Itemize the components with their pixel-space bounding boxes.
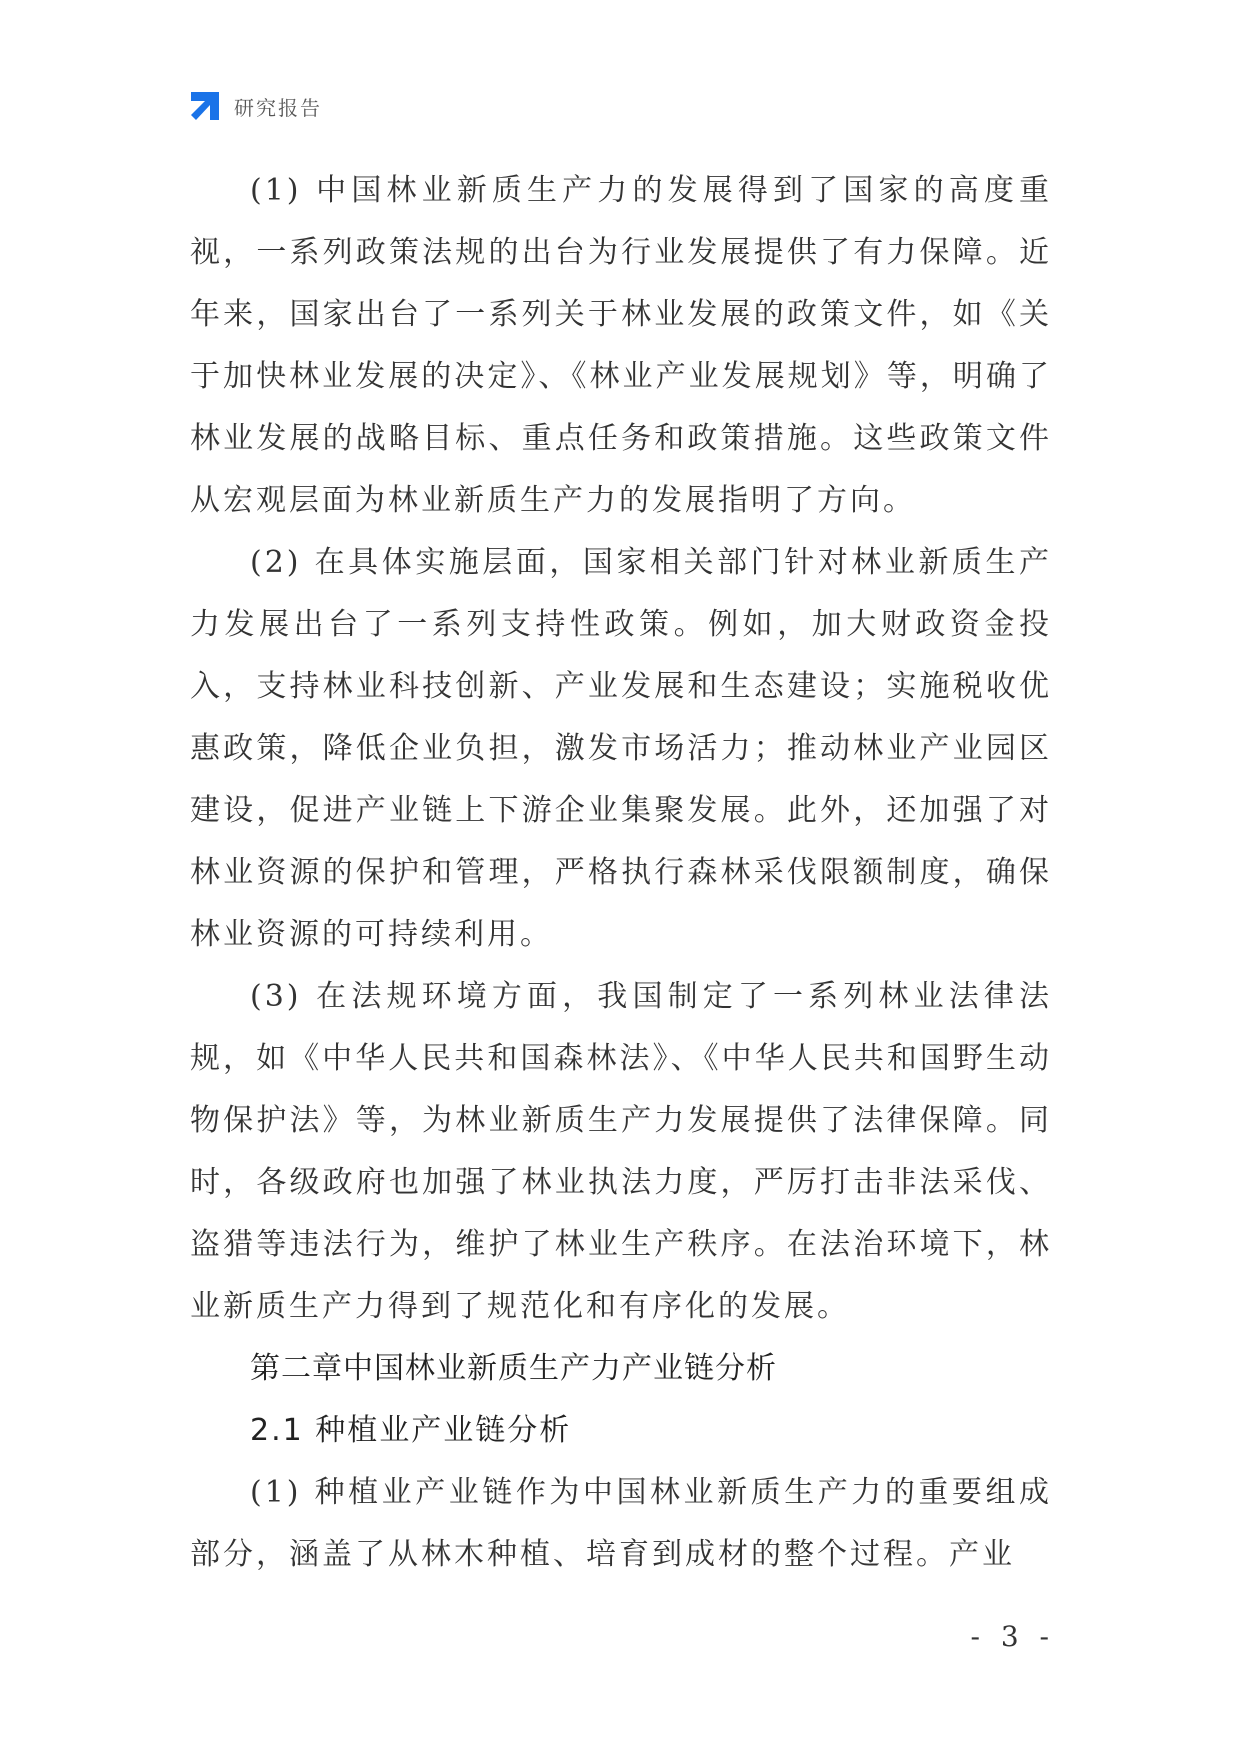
report-header [188, 88, 322, 124]
chapter-heading: 第二章中国林业新质生产力产业链分析 [250, 1351, 777, 1386]
section-paragraph: (1) 种植业产业链作为中国林业新质生产力的重要组成部分，涵盖了从林木种植、培育到成材的整个过程。产业 [190, 1475, 1052, 1572]
paragraph-1: (1) 中国林业新质生产力的发展得到了国家的高度重视，一系列政策法规的出台为行业发展提供了有力保障。近年来，国家出台了一系列关于林业发展的政策文件，如《关于加快林业发展的决定》、《林业产业发展规划》等，明确了林业发展的战略目标、重点任务和政策措施。这些政策文件从宏观层面为林业新质生产力的发展指明了方向。 [190, 173, 1052, 518]
document-body [190, 160, 1052, 1586]
page-number: - 3 - [970, 1620, 1055, 1653]
paragraph-2: (2) 在具体实施层面，国家相关部门针对林业新质生产力发展出台了一系列支持性政策。例如，加大财政资金投入，支持林业科技创新、产业发展和生态建设；实施税收优惠政策，降低企业负担，激发市场活力；推动林业产业园区建设，促进产业链上下游企业集聚发展。此外，还加强了对林业资源的保护和管理，严格执行森林采伐限额制度，确保林业资源的可持续利用。 [190, 545, 1052, 952]
paragraph-3: (3) 在法规环境方面，我国制定了一系列林业法律法规，如《中华人民共和国森林法》、《中华人民共和国野生动物保护法》等，为林业新质生产力发展提供了法律保障。同时，各级政府也加强了林业执法力度，严厉打击非法采伐、盗猎等违法行为，维护了林业生产秩序。在法治环境下，林业新质生产力得到了规范化和有序化的发展。 [190, 979, 1052, 1324]
section-heading: 2.1 种植业产业链分析 [250, 1413, 572, 1448]
arrow-up-right-logo-icon [188, 89, 222, 123]
header-title: 研究报告 [234, 95, 322, 120]
